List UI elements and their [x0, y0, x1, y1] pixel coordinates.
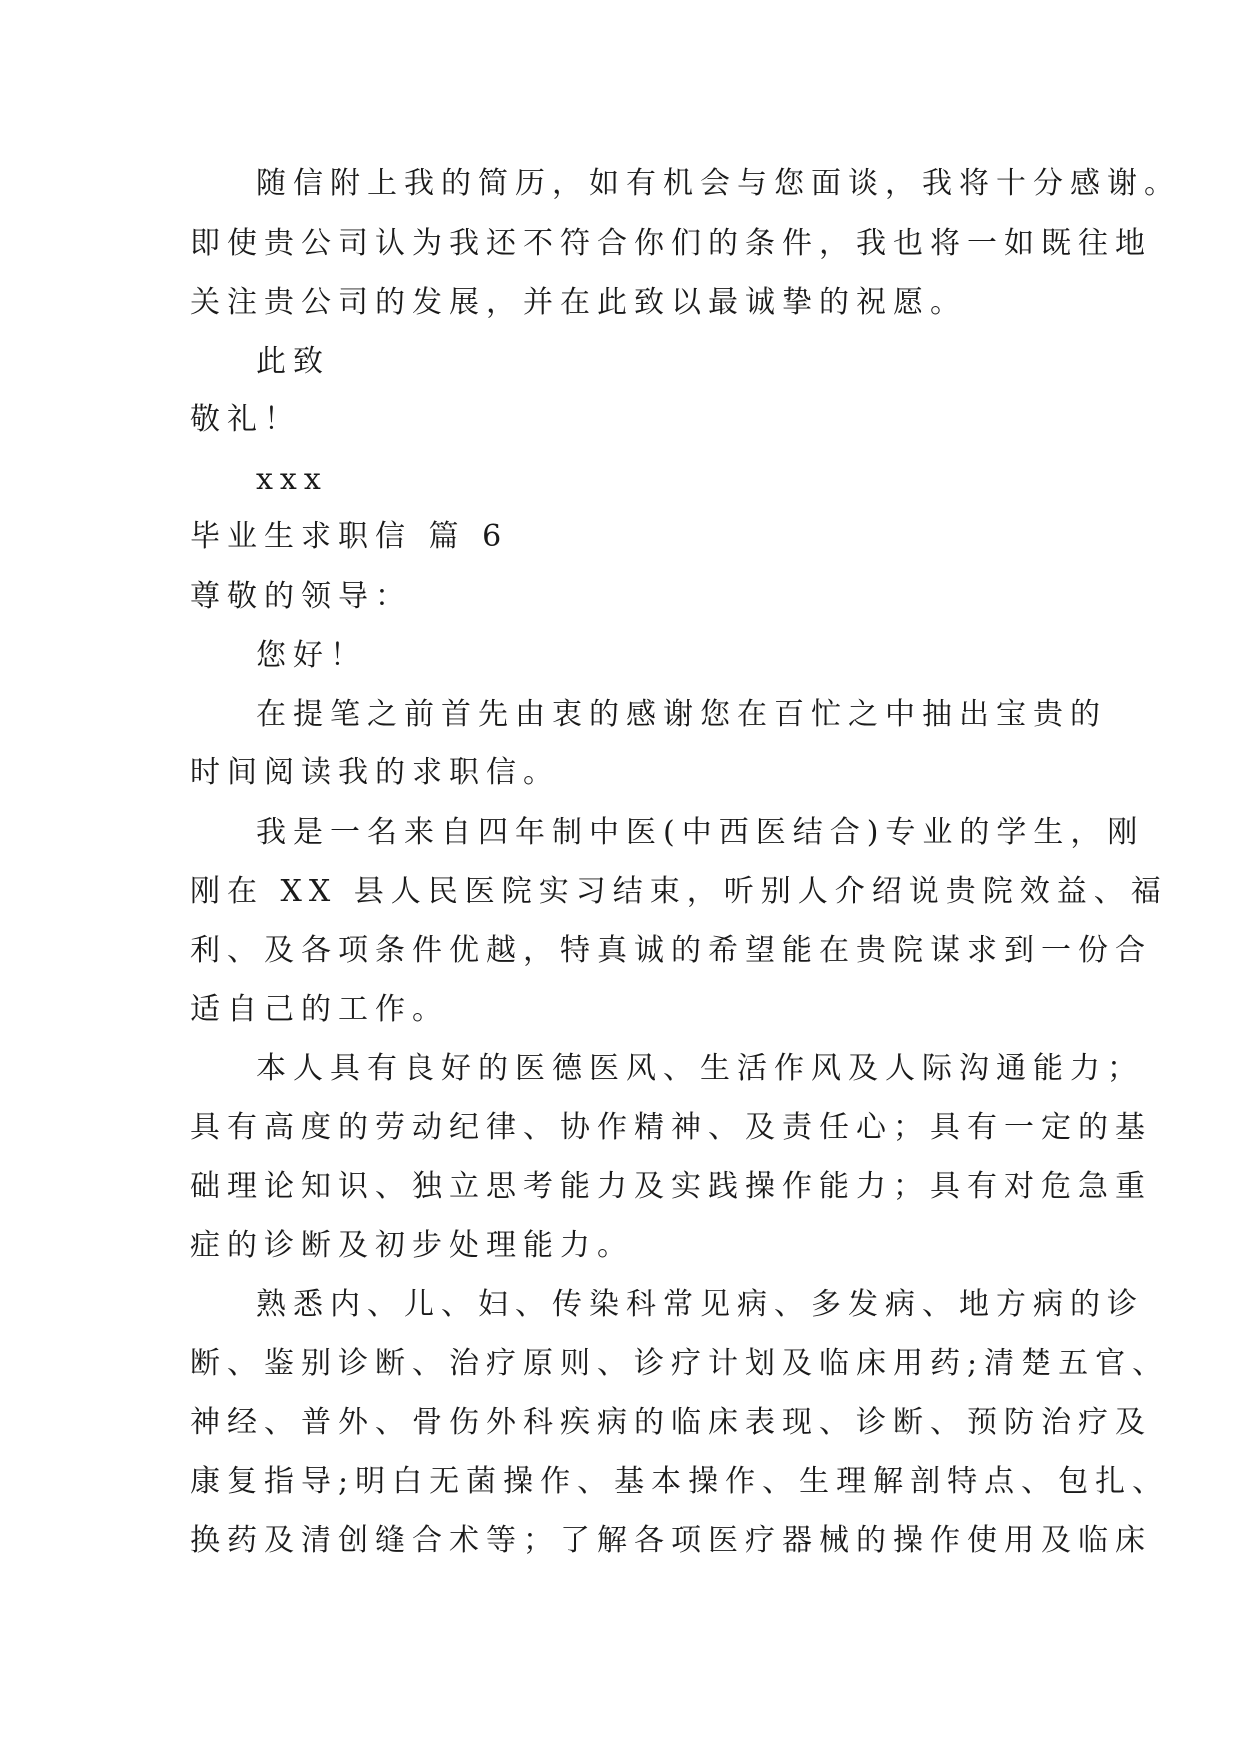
paragraph-line: 关注贵公司的发展，并在此致以最诚挚的祝愿。 [190, 285, 967, 320]
paragraph-line: 康复指导;明白无菌操作、基本操作、生理解剖特点、包扎、 [190, 1464, 1170, 1499]
paragraph-line: 利、及各项条件优越，特真诚的希望能在贵院谋求到一份合 [190, 933, 1152, 968]
paragraph-line: 症的诊断及初步处理能力。 [190, 1228, 634, 1263]
salutation-line: 敬礼！ [190, 402, 301, 437]
section-heading: 毕业生求职信 篇 6 [190, 519, 509, 554]
paragraph-line: 我是一名来自四年制中医(中西医结合)专业的学生，刚 [256, 815, 1145, 850]
paragraph-line: 适自己的工作。 [190, 992, 449, 1027]
paragraph-line: 熟悉内、儿、妇、传染科常见病、多发病、地方病的诊 [256, 1287, 1144, 1322]
paragraph-line: 本人具有良好的医德医风、生活作风及人际沟通能力； [256, 1051, 1144, 1086]
paragraph-line: 即使贵公司认为我还不符合你们的条件，我也将一如既往地 [190, 226, 1152, 261]
paragraph-line: 具有高度的劳动纪律、协作精神、及责任心；具有一定的基 [190, 1110, 1152, 1145]
paragraph-line: 础理论知识、独立思考能力及实践操作能力；具有对危急重 [190, 1169, 1152, 1204]
paragraph-line: 神经、普外、骨伤外科疾病的临床表现、诊断、预防治疗及 [190, 1405, 1152, 1440]
paragraph-line: 刚在 XX 县人民医院实习结束，听别人介绍说贵院效益、福 [190, 874, 1168, 909]
paragraph-line: 换药及清创缝合术等；了解各项医疗器械的操作使用及临床 [190, 1523, 1152, 1558]
paragraph-line: 断、鉴别诊断、治疗原则、诊疗计划及临床用药;清楚五官、 [190, 1346, 1170, 1381]
signature-line: xxx [256, 462, 328, 497]
greeting-line: 尊敬的领导： [190, 579, 412, 614]
paragraph-line: 时间阅读我的求职信。 [190, 755, 560, 790]
greeting-line: 您好！ [256, 638, 367, 673]
closing-line: 此致 [256, 344, 330, 379]
paragraph-line: 随信附上我的简历，如有机会与您面谈，我将十分感谢。 [256, 166, 1181, 201]
paragraph-line: 在提笔之前首先由衷的感谢您在百忙之中抽出宝贵的 [256, 697, 1107, 732]
